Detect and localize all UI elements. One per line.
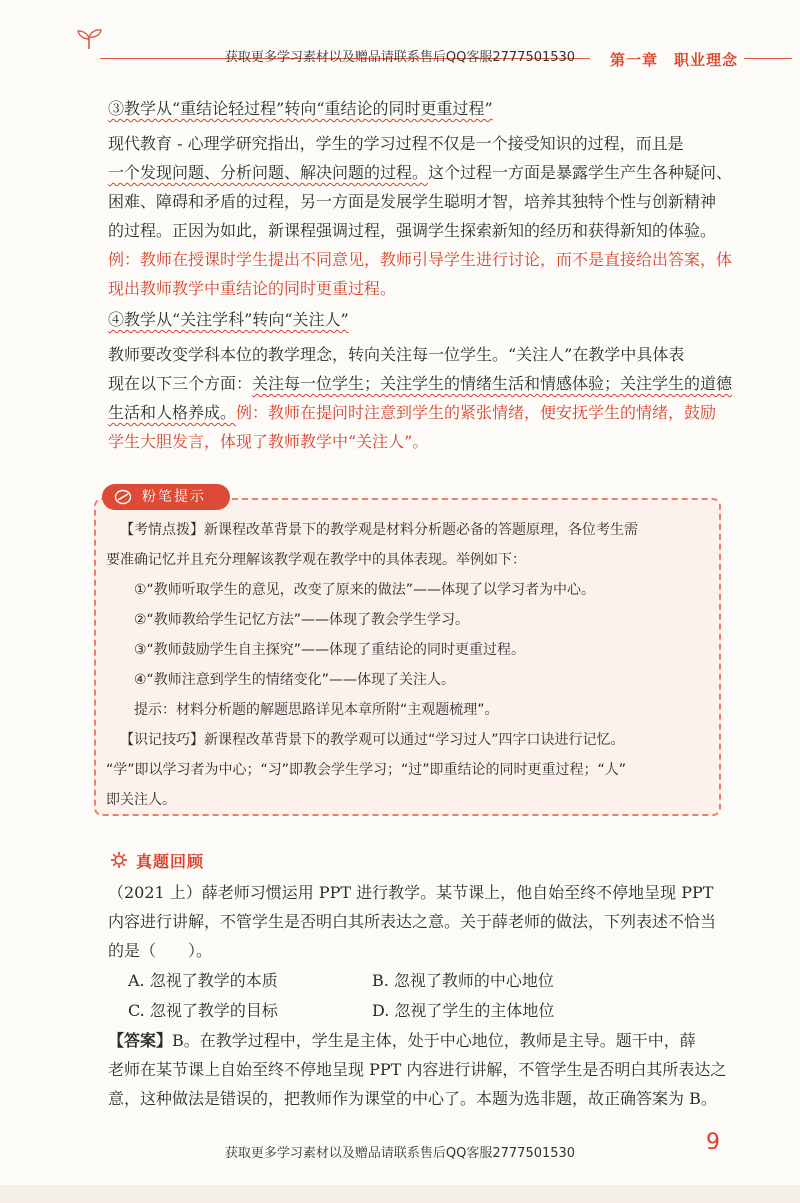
chapter-title: 第一章 职业理念: [604, 49, 744, 70]
tip-item: ③“教师鼓励学生自主探究”——体现了重结论的同时更重过程。: [134, 642, 526, 658]
section-3-line1: 现代教育 - 心理学研究指出，学生的学习过程不仅是一个接受知识的过程，而且是: [108, 134, 684, 153]
answer-line2: 老师在某节课上自始至终不停地呈现 PPT 内容进行讲解，不管学生是否明白其所表达之: [108, 1060, 727, 1079]
option-a: A. 忽视了教学的本质: [128, 971, 278, 990]
tip-memo-line3: 即关注人。: [106, 792, 176, 808]
question-line3: 的是（ ）。: [108, 941, 213, 960]
tip-memo-line2: “学”即以学习者为中心；“习”即教会学生学习；“过”即重结论的同时更重过程；“人”: [106, 762, 627, 778]
tip-hint: 提示：材料分析题的解题思路详见本章所附“主观题梳理”。: [134, 702, 499, 718]
review-title: 真题回顾: [136, 852, 205, 871]
tip-item: ①“教师听取学生的意见，改变了原来的做法”——体现了以学习者为中心。: [134, 582, 596, 598]
section-4-example: 学生大胆发言，体现了教师教学中“关注人”。: [108, 432, 429, 451]
tip-badge: [102, 484, 230, 510]
section-4-title: ④教学从“关注学科”转向“关注人”: [108, 310, 349, 329]
section-3-title: ③教学从“重结论轻过程”转向“重结论的同时更重过程”: [108, 99, 493, 118]
question-line2: 内容进行讲解，不管学生是否明白其所表达之意。关于薛老师的做法，下列表述不恰当: [108, 912, 717, 931]
section-3-line3: 困难、障碍和矛盾的过程，另一方面是发展学生聪明才智，培养其独特个性与创新精神: [108, 192, 717, 211]
question-line1: （2021 上）薛老师习惯运用 PPT 进行教学。某节课上，他自始至终不停地呈现 PPT: [108, 883, 714, 902]
answer-label: 【答案】: [108, 1031, 173, 1050]
answer-line1: 【答案】B。在教学过程中，学生是主体，处于中心地位，教师是主导。题干中，薛: [108, 1031, 696, 1050]
bottom-band: [0, 1185, 800, 1203]
section-4-line3: 生活和人格养成。例：教师在提问时注意到学生的紧张情绪，便安抚学生的情绪，鼓励: [108, 403, 717, 422]
section-4-line2: 现在以下三个方面：关注每一位学生；关注学生的情绪生活和情感体验；关注学生的道德: [108, 374, 733, 393]
tip-item: ②“教师教给学生记忆方法”——体现了教会学生学习。: [134, 612, 470, 628]
option-b: B. 忽视了教师的中心地位: [372, 971, 554, 990]
section-3-example: 例：教师在授课时学生提出不同意见，教师引导学生进行讨论，而不是直接给出答案，体现出教师教学中重结论的同时更重过程。: [108, 250, 733, 298]
tip-memo-line1: 【识记技巧】新课程改革背景下的教学观可以通过“学习过人”四字口诀进行记忆。: [120, 732, 625, 748]
tip-item: ④“教师注意到学生的情绪变化”——体现了关注人。: [134, 672, 456, 688]
tip-line1: 【考情点拨】新课程改革背景下的教学观是材料分析题必备的答题原理，各位考生需: [120, 522, 638, 538]
chalk-icon: [114, 489, 132, 505]
gear-icon: [110, 851, 128, 869]
section-4-line1: 教师要改变学科本位的教学理念，转向关注每一位学生。“关注人”在教学中具体表: [108, 345, 685, 364]
answer-line3: 意，这种做法是错误的，把教师作为课堂的中心了。本题为选非题，故正确答案为 B。: [108, 1089, 717, 1108]
option-d: D. 忽视了学生的主体地位: [372, 1001, 555, 1020]
page-number: 9: [706, 1130, 720, 1155]
section-3-line2: 一个发现问题、分析问题、解决问题的过程。这个过程一方面是暴露学生产生各种疑问、: [108, 163, 733, 182]
tip-line2: 要准确记忆并且充分理解该教学观在教学中的具体表现。举例如下：: [106, 552, 526, 568]
header-watermark: 获取更多学习素材以及赠品请联系售后QQ客服2777501530: [224, 50, 576, 65]
option-c: C. 忽视了教学的目标: [128, 1001, 278, 1020]
tip-badge-label: 粉笔提示: [142, 489, 206, 505]
footer-watermark: 获取更多学习素材以及赠品请联系售后QQ客服2777501530: [224, 1146, 576, 1161]
section-3-line4: 的过程。正因为如此，新课程强调过程，强调学生探索新知的经历和获得新知的体验。: [108, 221, 717, 240]
